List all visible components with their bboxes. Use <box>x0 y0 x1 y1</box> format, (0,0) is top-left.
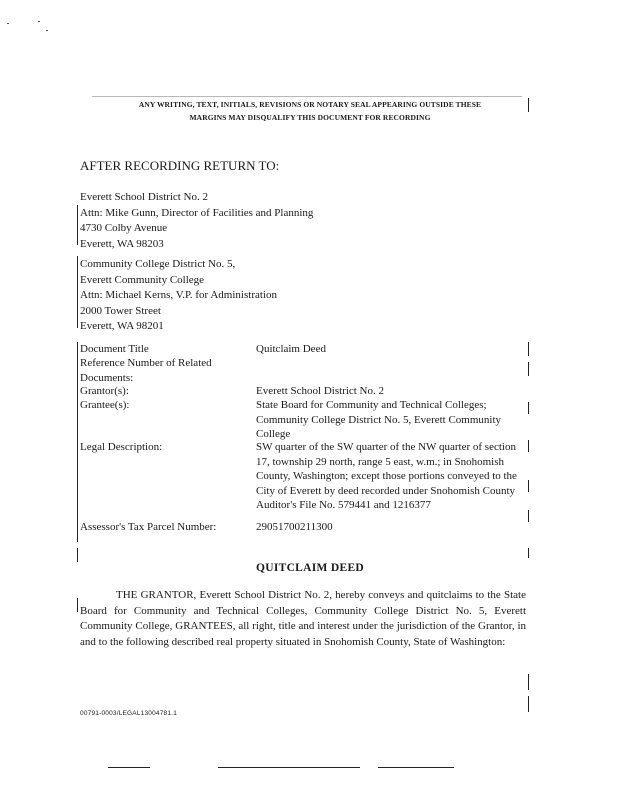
recording-warning-line1: ANY WRITING, TEXT, INITIALS, REVISIONS OR NOTARY SEAL APPEARING OUTSIDE THESE <box>138 100 482 109</box>
right-margin-mark <box>528 342 529 356</box>
legal-description-value: SW quarter of the SW quarter of the NW quarter of section 17, township 29 north, range 5 east, w.m.; in Snohomish County, Washington; except those portions conveyed to the City of Everett by deed recorded under Snohomish County Auditor's File No. 579441 and 1216377 <box>256 441 517 511</box>
scan-speck <box>46 30 48 31</box>
document-title-value: Quitclaim Deed <box>256 343 326 355</box>
scan-speck <box>38 21 40 22</box>
address-line: Attn: Michael Kerns, V.P. for Administration <box>80 289 277 301</box>
address-line: Everett, WA 98201 <box>80 320 164 332</box>
right-margin-mark <box>528 402 529 414</box>
right-margin-mark <box>528 480 529 492</box>
tax-parcel-label: Assessor's Tax Parcel Number: <box>80 521 217 533</box>
right-margin-mark <box>528 440 529 452</box>
reference-number-label <box>80 356 212 385</box>
grantors-label: Grantor(s): <box>80 385 129 397</box>
right-margin-mark <box>528 98 529 112</box>
reference-label-line: Documents: <box>80 371 134 384</box>
left-margin-mark <box>77 598 78 612</box>
conveyance-text: THE GRANTOR, Everett School District No. 2, hereby conveys and quitclaims to the State Board for Community and Technical Colleges, Community College District No. 5, Everett Community College, GRANTEES, all right, title and interest under the jurisdiction of the Grantor, in and to the following described real property situated in Snohomish County, State of Washington: <box>80 589 526 648</box>
left-margin-mark <box>77 256 78 328</box>
grantees-value: State Board for Community and Technical Colleges; Community College District No. 5, Everett Community College <box>256 399 502 440</box>
deed-heading: QUITCLAIM DEED <box>255 562 365 574</box>
legal-description-label: Legal Description: <box>80 441 163 453</box>
address-line: Everett Community College <box>80 273 205 286</box>
left-margin-mark <box>77 205 78 245</box>
left-margin-mark <box>77 342 78 542</box>
grantors-value: Everett School District No. 2 <box>256 385 385 397</box>
recording-warning-line2: MARGINS MAY DISQUALIFY THIS DOCUMENT FOR RECORDING <box>189 113 431 122</box>
address-line: Attn: Mike Gunn, Director of Facilities and Planning <box>80 206 314 219</box>
signature-line <box>218 767 360 768</box>
grantees-label: Grantee(s): <box>80 399 130 411</box>
address-line: Everett School District No. 2 <box>80 191 209 203</box>
document-footer-code: 00791-0003/LEGAL13004781.1 <box>80 710 178 717</box>
address-line: 2000 Tower Street <box>80 304 161 317</box>
right-margin-mark <box>528 362 529 376</box>
right-margin-mark <box>528 510 529 522</box>
return-to-title: AFTER RECORDING RETURN TO: <box>80 158 280 173</box>
document-title-label: Document Title <box>80 343 149 355</box>
recipient-address-2 <box>80 257 277 335</box>
address-line: 4730 Colby Avenue <box>80 222 168 234</box>
address-line: Everett, WA 98203 <box>80 237 164 250</box>
date-line <box>378 767 454 768</box>
tax-parcel-value: 29051700211300 <box>256 521 333 533</box>
initial-line <box>108 767 150 768</box>
right-margin-mark <box>528 548 529 558</box>
left-margin-mark <box>77 548 78 562</box>
scan-speck <box>7 23 9 24</box>
reference-label-line: Reference Number of Related <box>80 357 212 369</box>
right-margin-mark <box>528 696 529 712</box>
recipient-address-1 <box>80 190 313 252</box>
conveyance-paragraph <box>80 588 526 650</box>
address-line: Community College District No. 5, <box>80 258 236 270</box>
top-margin-line <box>92 96 522 97</box>
right-margin-mark <box>528 674 529 690</box>
